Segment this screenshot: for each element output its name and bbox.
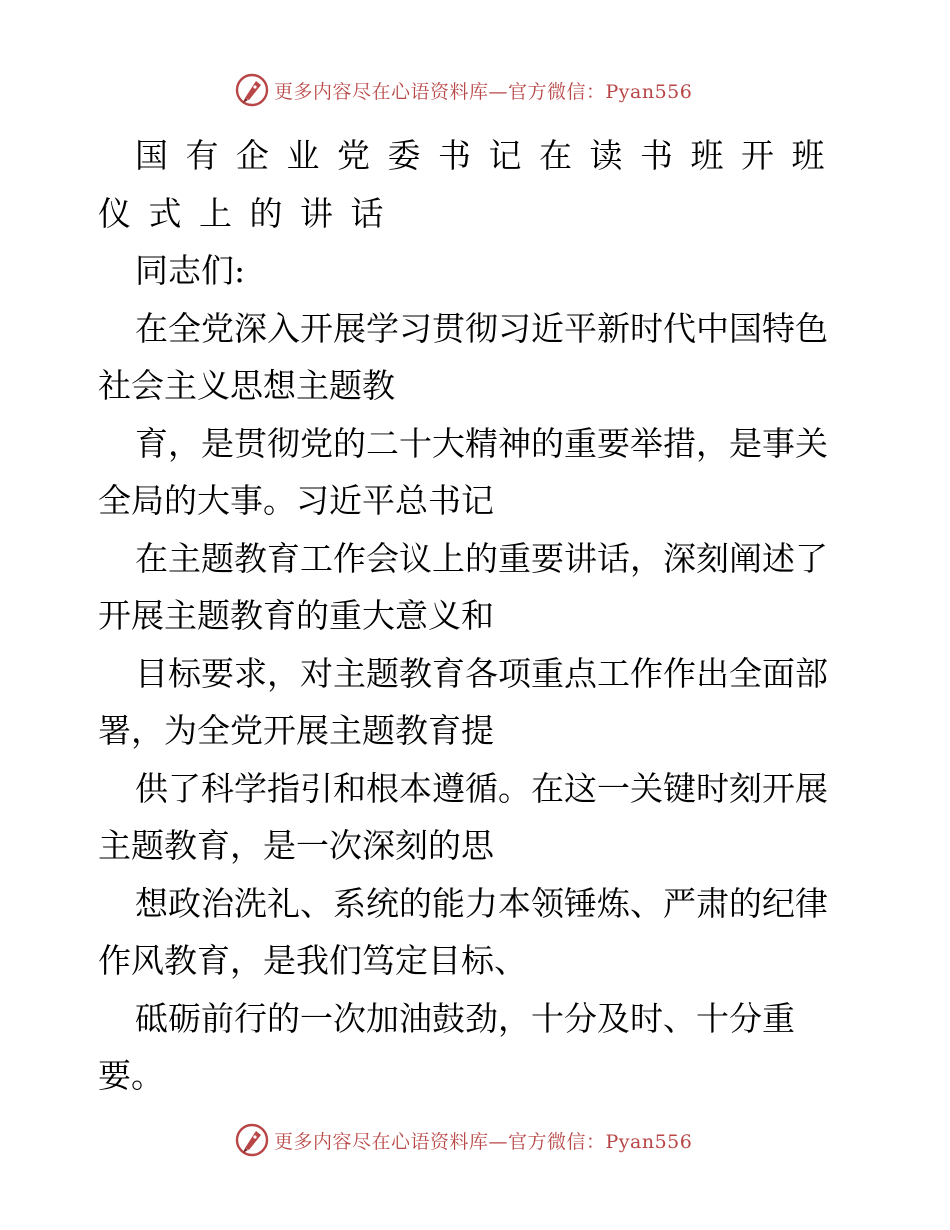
paragraph-line: 主题教育，是一次深刻的思 [98, 826, 494, 865]
paragraph-line: 全局的大事。习近平总书记 [98, 481, 494, 520]
paragraph-line: 在全党深入开展学习贯彻习近平新时代中国特色 [135, 308, 828, 348]
paragraph-line: 育，是贯彻党的二十大精神的重要举措，是事关 [135, 423, 828, 463]
paragraph-line: 社会主义思想主题教 [98, 366, 395, 405]
document-title-line: 国有企业党委书记在读书班开班 [135, 136, 842, 175]
paragraph-line: 署，为全党开展主题教育提 [98, 711, 494, 750]
paragraph-line: 供了科学指引和根本遵循。在这一关键时刻开展 [135, 768, 828, 808]
paragraph-line: 作风教育，是我们笃定目标、 [98, 941, 527, 980]
paragraph-line: 在主题教育工作会议上的重要讲话，深刻阐述了 [135, 538, 828, 578]
pen-nib-logo-icon [234, 72, 270, 108]
watermark-text: 更多内容尽在心语资料库—官方微信：Pyan556 [274, 80, 693, 103]
footer-watermark [234, 1122, 692, 1158]
paragraph-line: 要。 [98, 1056, 164, 1095]
pen-nib-logo-icon [234, 1122, 270, 1158]
salutation: 同志们: [135, 251, 246, 290]
paragraph-line: 想政治洗礼、系统的能力本领锤炼、严肃的纪律 [135, 883, 828, 923]
paragraph-line: 砥砺前行的一次加油鼓劲，十分及时、十分重 [135, 998, 795, 1038]
paragraph-line: 目标要求，对主题教育各项重点工作作出全面部 [135, 653, 828, 693]
watermark-text: 更多内容尽在心语资料库—官方微信：Pyan556 [274, 1130, 693, 1153]
header-watermark [234, 72, 692, 108]
document-title-line: 仪式上的讲话 [98, 193, 401, 233]
document-body [98, 127, 858, 1105]
paragraph-line: 开展主题教育的重大意义和 [98, 596, 494, 635]
